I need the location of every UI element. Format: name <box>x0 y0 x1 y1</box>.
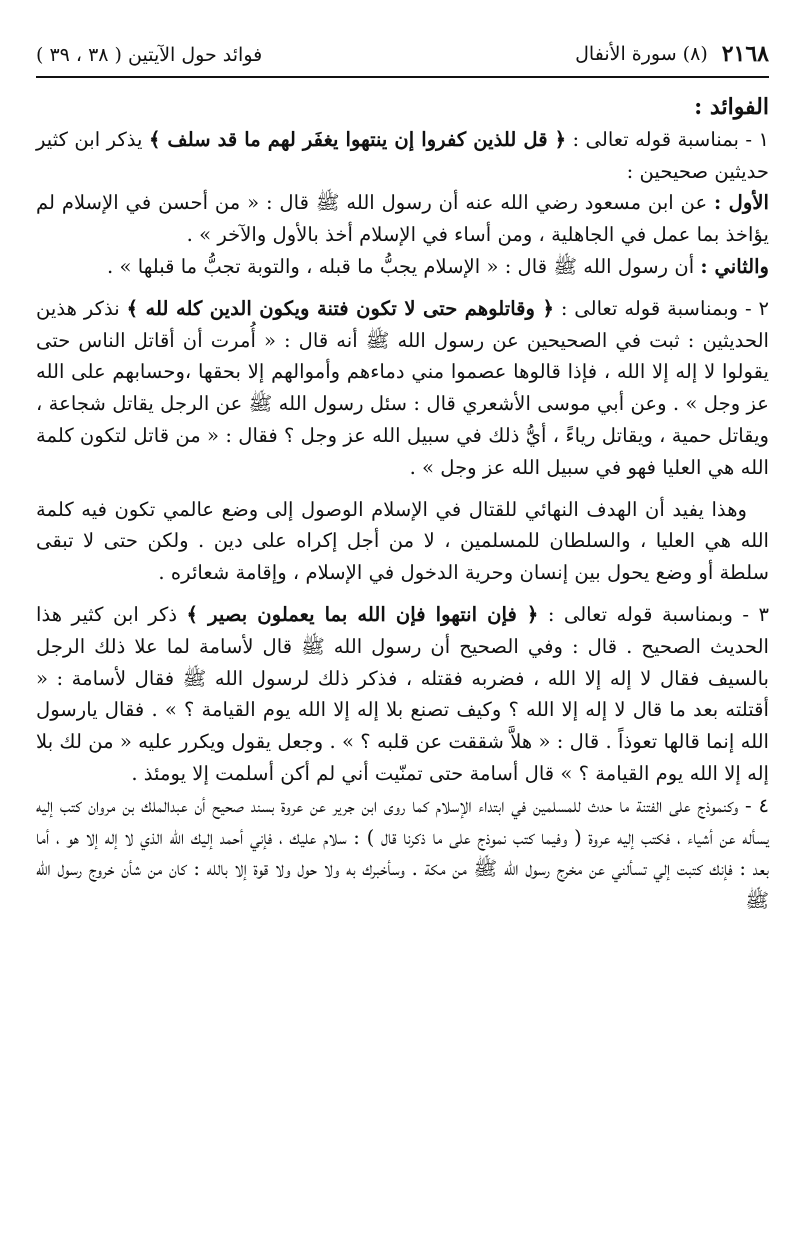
benefit-3-ayah: ﴿ فإن انتهوا فإن الله بما يعملون بصير ﴾ <box>186 602 539 626</box>
benefit-2-text: نذكر هذين الحديثين : ثبت في الصحيحين عن رسول الله ﷺ أنه قال : « أُمرت أن أقاتل الناس حتى يقولوا لا إله إلا الله ، فإذا قالوها عصموا مني دماءهم وأموالهم إلا بحقها ،وحسابهم على الله عز وجل » . وعن أبي موسى الأشعري قال : سئل رسول الله ﷺ عن الرجل يقاتل شجاعة ، ويقاتل حمية ، ويقاتل رياءً ، أيُّ ذلك في سبيل الله عز وجل ؟ فقال : « من قاتل لتكون كلمة الله هي العليا فهو في سبيل الله عز وجل » . <box>36 296 769 479</box>
benefit-3-lead: ٣ - وبمناسبة قوله تعالى : <box>538 602 769 626</box>
hadith-first-text: عن ابن مسعود رضي الله عنه أن رسول الله ﷺ قال : « من أحسن في الإسلام لم يؤاخذ بما عمل في الجاهلية ، ومن أساء في الإسلام أخذ بالأول والآخر » . <box>36 191 769 247</box>
hadith-second <box>36 251 769 283</box>
hadith-second-text: أن رسول الله ﷺ قال : « الإسلام يجبُّ ما قبله ، والتوبة تجبُّ ما قبلها » . <box>107 254 701 278</box>
benefit-3-text: ذكر ابن كثير هذا الحديث الصحيح . قال : وفي الصحيح أن رسول الله ﷺ قال لأسامة لما علا ذلك الرجل بالسيف فقال لا إله إلا الله ، فضربه فقتله ، فذكر ذلك لرسول الله ﷺ فقال لأسامة : « أقتلته بعد ما قال لا إله إلا الله ؟ وكيف تصنع بلا إله إلا الله يوم القيامة ؟ » . فقال يارسول الله إنما قالها تعوذاً . قال : « هلاَّ شققت عن قلبه ؟ » . وجعل يقول ويكرر عليه « من لك بلا إله إلا الله يوم القيامة ؟ » قال أسامة حتى تمنّيت أني لم أكن أسلمت إلا يومئذ . <box>36 602 769 785</box>
page-body <box>36 92 769 917</box>
header-right <box>575 34 769 74</box>
header-rule <box>36 76 769 78</box>
section-topic: فوائد حول الآيتين ( ٣٨ ، ٣٩ ) <box>36 44 263 66</box>
benefit-1-lead: ١ - بمناسبة قوله تعالى : <box>566 127 770 151</box>
hadith-first <box>36 187 769 251</box>
section-heading: الفوائد : <box>694 94 769 120</box>
running-header <box>36 34 769 74</box>
hadith-second-label: والثاني : <box>700 254 769 278</box>
benefit-4: ٤ - وكنموذج على الفتنة ما حدث للمسلمين في ابتداء الإسلام كما روى ابن جرير عن عروة بسند صحيح أن عبدالملك بن مروان كتب إليه يسأله عن أشياء ، فكتب إليه عروة ( وفيما كتب نموذج على ما ذكرنا قال ) : سلام عليك ، فإني أحمد إليك الله الذي لا إله إلا هو ، أما بعد : فإنك كتبت إلي تسألني عن مخرج رسول الله ﷺ من مكة . وسأخبرك به ولا حول ولا قوة إلا بالله : كان من شأن خروج رسول الله ﷺ <box>36 793 769 913</box>
page-number: ٢١٦٨ <box>721 41 769 67</box>
benefit-2-lead: ٢ - وبمناسبة قوله تعالى : <box>553 296 769 320</box>
benefit-3 <box>36 599 769 790</box>
benefit-1-tail: يذكر ابن كثير حديثين صحيحين : <box>36 127 769 183</box>
surah-title: (٨) سورة الأنفال <box>575 43 708 65</box>
benefit-2 <box>36 293 769 484</box>
benefit-2-ayah: ﴿ وقاتلوهم حتى لا تكون فتنة ويكون الدين كله لله ﴾ <box>126 296 554 320</box>
benefit-1-ayah: ﴿ قل للذين كفروا إن ينتهوا يغفَر لهم ما قد سلف ﴾ <box>148 127 567 151</box>
hadith-first-label: الأول : <box>714 191 769 215</box>
benefit-1 <box>36 124 769 188</box>
benefit-2-commentary: وهذا يفيد أن الهدف النهائي للقتال في الإسلام الوصول إلى وضع عالمي تكون فيه كلمة الله هي العليا ، والسلطان للمسلمين ، لا من أجل إكراه على دين . ولكن حتى لا تبقى سلطة أو وضع يحول بين إنسان وحرية الدخول في الإسلام ، وإقامة شعائره . <box>36 497 769 585</box>
